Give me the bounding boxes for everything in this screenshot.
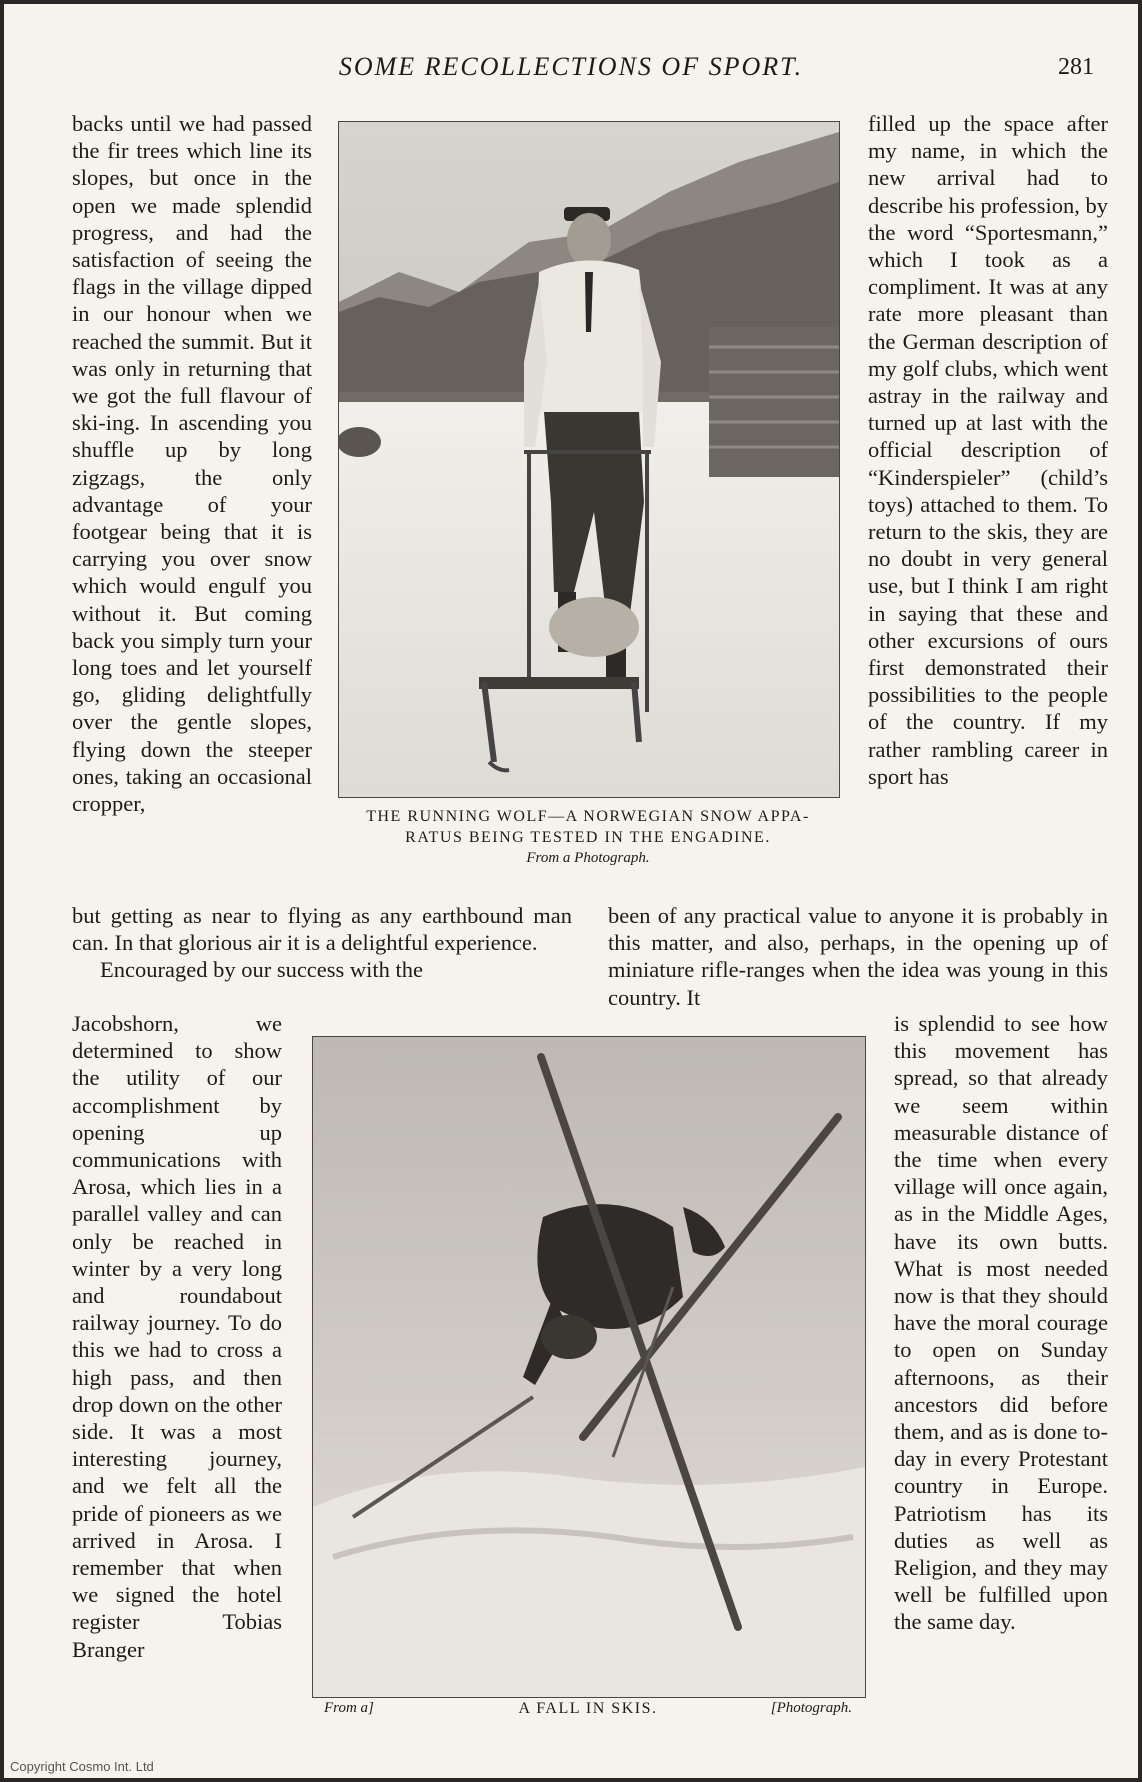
mid-right-text (608, 902, 1108, 1011)
figure-fall-in-skis (312, 1036, 866, 1698)
photo-credit-right: [Photograph. (770, 1700, 852, 1716)
mid-left-text (72, 902, 572, 984)
figure-running-wolf (338, 121, 840, 798)
photo-credit: From a Photograph. (526, 850, 650, 866)
copyright-watermark: Copyright Cosmo Int. Ltd (10, 1759, 154, 1774)
figure2-caption (324, 1698, 852, 1719)
fall-in-skis-photo (313, 1037, 865, 1697)
right-column-top (868, 110, 1108, 790)
paragraph: but getting as near to flying as any earthbound man can. In that glorious air it is a delightful experience. (72, 903, 572, 956)
running-title: SOME RECOLLECTIONS OF SPORT. (338, 52, 804, 81)
photo-credit-left: From a] (324, 1700, 374, 1716)
paragraph: filled up the space after my name, in which the new arrival had to describe his profession, by the word “Sportesmann,” which I took as a compliment. It was at any rate more pleasant than the German description of my golf clubs, which went astray in the railway and turned up at last with the official description of “Kinderspieler” (child’s toys) attached to them. To return to the skis, they are no doubt in very general use, but I think I am right in saying that these and other excursions of ours first demonstrated their possibilities to the people of the country. If my rather rambling career in sport has (868, 111, 1108, 789)
page-number: 281 (1058, 54, 1094, 80)
left-column-bottom (72, 1010, 282, 1663)
paragraph: been of any practical value to anyone it is probably in this matter, and also, perhaps, in the opening up of miniature rifle-ranges when the idea was young in this country. It (608, 903, 1108, 1010)
paragraph: backs until we had passed the fir trees which line its slopes, but once in the open we made splendid progress, and had the satisfaction of seeing the flags in the village dipped in our honour when we reached the summit. But it was only in returning that we got the full flavour of ski-ing. In ascending you shuffle up by long zigzags, the only advantage of your footgear being that it is carrying you over snow which would engulf you without it. But coming back you simply turn your long toes and let yourself go, gliding delightfully over the gentle slopes, flying down the steeper ones, taking an occasional cropper, (72, 111, 312, 817)
paragraph: Encouraged by our success with the (100, 957, 424, 983)
caption-title: A FALL IN SKIS. (518, 1700, 658, 1717)
caption-line: RATUS BEING TESTED IN THE ENGADINE. (405, 829, 771, 846)
paragraph: Jacobshorn, we determined to show the utility of our accomplishment by opening up communications with Arosa, which lies in a parallel valley and can only be reached in winter by a very long and roundabout railway journey. To do this we had to cross a high pass, and then drop down on the other side. It was a most interesting journey, and we felt all the pride of pioneers as we arrived in Arosa. I remember that when we signed the hotel register Tobias Branger (72, 1011, 282, 1662)
paragraph: is splendid to see how this movement has spread, so that already we seem within measurable distance of the time when every village will once again, as in the Middle Ages, have its own butts. What is most needed now is that they should have the moral courage to open on Sunday afternoons, as their ancestors did before them, and as is done to-day in every Protestant country in Europe. Patriotism has its duties as well as Religion, and they may well be fulfilled upon the same day. (894, 1011, 1108, 1635)
figure1-caption (318, 806, 858, 869)
running-wolf-photo (339, 122, 839, 797)
left-column-top (72, 110, 312, 817)
right-column-bottom (894, 1010, 1108, 1636)
caption-line: THE RUNNING WOLF—A NORWEGIAN SNOW APPA- (366, 808, 810, 825)
